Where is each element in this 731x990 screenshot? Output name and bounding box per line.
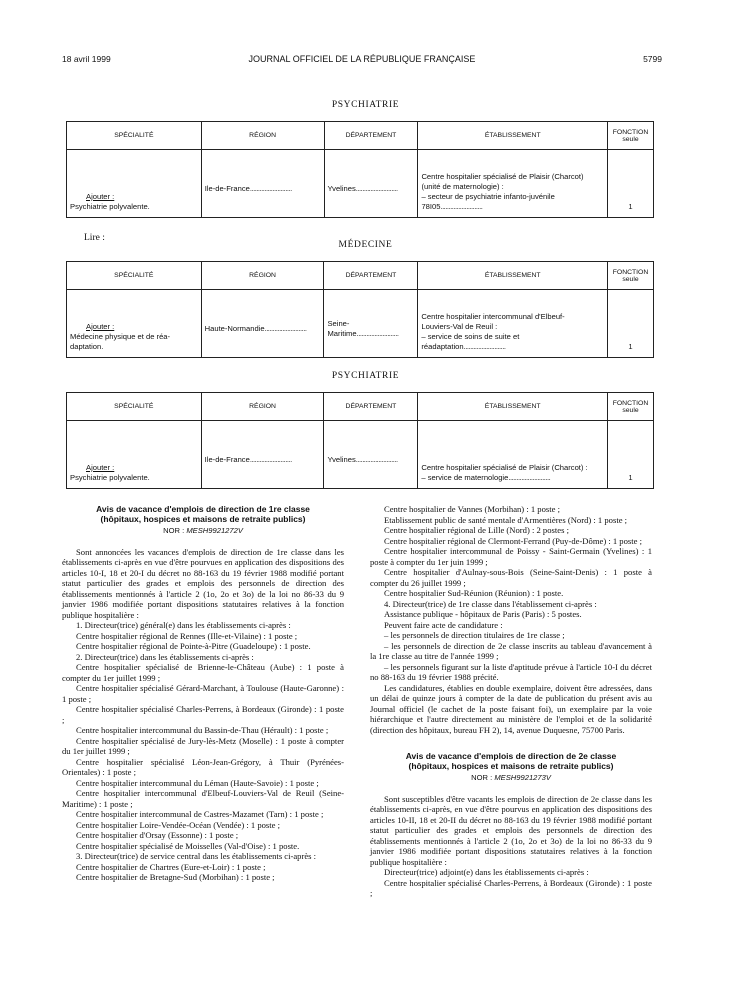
col-etablissement: ÉTABLISSEMENT	[418, 393, 608, 421]
paragraph: Centre hospitalier spécialisé Charles-Perrens, à Bordeaux (Gironde) : 1 poste ;	[62, 704, 344, 725]
cell-departement: Yvelines..........................	[324, 421, 418, 489]
paragraph: Assistance publique - hôpitaux de Paris (Paris) : 5 postes.	[384, 609, 582, 619]
specialty-table	[66, 261, 654, 358]
paragraph: Centre hospitalier de Chartres (Eure-et-Loir) : 1 poste ;	[76, 861, 266, 872]
section-title: PSYCHIATRIE	[331, 100, 400, 110]
paragraph: Centre hospitalier régional de Lille (Nord) : 2 postes ;	[384, 525, 569, 535]
cell-fonction: 1	[608, 290, 654, 358]
table-row	[67, 150, 654, 218]
specialty-table	[66, 121, 654, 218]
lire-label: Lire :	[84, 233, 105, 243]
col-region: RÉGION	[201, 262, 324, 290]
paragraph: Centre hospitalier d'Aulnay-sous-Bois (Seine-Saint-Denis) : 1 poste à compter du 26 juillet 1999 ;	[370, 567, 652, 588]
paragraph: Centre hospitalier Sud-Réunion (Réunion) : 1 poste.	[384, 588, 564, 598]
col-etablissement: ÉTABLISSEMENT	[418, 262, 608, 290]
paragraph: Centre hospitalier intercommunal de Castres-Mazamet (Tarn) : 1 poste ;	[76, 809, 324, 819]
col-specialite: SPÉCIALITÉ	[67, 122, 202, 150]
leader-dots: ..........................	[440, 202, 483, 211]
paragraph: 3. Directeur(trice) de service central dans les établissements ci-après :	[76, 851, 317, 861]
section-title: MÉDECINE	[338, 240, 393, 250]
ajouter-label: Ajouter :	[86, 192, 115, 201]
header-date: 18 avril 1999	[62, 54, 111, 64]
right-column	[370, 504, 652, 899]
avis-heading-2: Avis de vacance d'emplois de direction de 2e classe (hôpitaux, hospices et maisons de retraite publics)	[405, 751, 617, 771]
paragraph: Centre hospitalier intercommunal de Poissy - Saint-Germain (Yvelines) : 1 poste à compter du 1er juin 1999 ;	[370, 546, 652, 567]
paragraph: Sont annoncées les vacances d'emplois de direction de 1re classe dans les établissements ci-après en vue d'être pourvues en application des dispositions des articles 10-I, 18 et 20-I du décret no 88-163 du 19 février 1988 modifié portant statut particulier des grades et emplois des personnels de direction des établissements mentionnés à l'article 2 (1o, 2o et 3o) de la loi no 86-33 du 9 janvier 1986 modifiée portant dispositions statutaires relatives à la fonction publique hospitalière :	[62, 546, 344, 620]
paragraph: Centre hospitalier régional de Clermont-Ferrand (Puy-de-Dôme) : 1 poste ;	[384, 535, 642, 546]
paragraph: Etablissement public de santé mentale d'Armentières (Nord) : 1 poste ;	[384, 514, 628, 525]
cell-specialite: Ajouter : Médecine physique et de réa- daptation.	[67, 290, 202, 358]
paragraph: Centre hospitalier spécialisé Gérard-Marchant, à Toulouse (Haute-Garonne) : 1 poste ;	[62, 683, 344, 704]
nor-reference-2: NOR : MESH9921273V	[471, 773, 551, 782]
cell-specialite: Ajouter : Psychiatrie polyvalente.	[67, 421, 202, 489]
paragraph: 2. Directeur(trice) dans les établissements ci-après :	[76, 651, 254, 662]
paragraph: Centre hospitalier spécialisé de Moisselles (Val-d'Oise) : 1 poste.	[76, 840, 300, 851]
leader-dots: ..........................	[463, 342, 506, 351]
col-fonction: FONCTION seule	[608, 122, 654, 150]
cell-region: Ile-de-France..........................	[201, 421, 324, 489]
cell-specialite: Ajouter : Psychiatrie polyvalente.	[67, 150, 202, 218]
section-title: PSYCHIATRIE	[331, 371, 400, 381]
paragraph: Centre hospitalier de Vannes (Morbihan) : 1 poste ;	[384, 504, 560, 514]
left-column	[62, 504, 344, 883]
nor-reference-1: NOR : MESH9921272V	[163, 526, 243, 535]
col-fonction: FONCTION seule	[607, 393, 653, 421]
cell-departement: Seine-Maritime..........................	[324, 290, 418, 358]
col-fonction: FONCTION seule	[608, 262, 654, 290]
cell-etablissement: Centre hospitalier intercommunal d'Elbeuf- Louviers-Val de Reuil : – service de soins de suite et réadaptation..........................	[418, 290, 608, 358]
paragraph: Centre hospitalier intercommunal du Bassin-de-Thau (Hérault) : 1 poste ;	[76, 725, 329, 735]
paragraph: Peuvent faire acte de candidature :	[384, 619, 503, 630]
table-header-row	[67, 262, 654, 290]
paragraph: Centre hospitalier régional de Pointe-à-Pitre (Guadeloupe) : 1 poste.	[76, 641, 311, 651]
paragraph: Centre hospitalier spécialisé Léon-Jean-Grégory, à Thuir (Pyrénées-Orientales) : 1 poste ;	[62, 756, 344, 777]
paragraph: Centre hospitalier régional de Rennes (Ille-et-Vilaine) : 1 poste ;	[76, 630, 298, 641]
paragraph: 1. Directeur(trice) général(e) dans les établissements ci-après :	[76, 620, 291, 630]
paragraph: Centre hospitalier intercommunal d'Elbeuf-Louviers-Val de Reuil (Seine-Maritime) : 1 poste ;	[62, 788, 344, 809]
paragraph: – les personnels figurant sur la liste d'aptitude prévue à l'article 10-I du décret no 88-163 du 19 février 1988 précité.	[370, 661, 652, 682]
ajouter-label: Ajouter :	[86, 322, 115, 331]
specialty-table	[66, 392, 654, 489]
cell-departement: Yvelines..........................	[324, 150, 418, 218]
leader-dots: ..........................	[508, 473, 551, 482]
paragraph: Centre hospitalier de Bretagne-Sud (Morbihan) : 1 poste ;	[76, 872, 275, 882]
paragraph: Centre hospitalier spécialisé de Brienne-le-Château (Aube) : 1 poste à compter du 1er juillet 1999 ;	[62, 662, 344, 683]
paragraph: Sont susceptibles d'être vacants les emplois de direction de 2e classe dans les établissements ci-après, en vue d'être pourvus en application des dispositions des articles 10-II, 18 et 20-II du décret no 88-163 du 19 février 1988 modifié portant statut particulier des grades et emplois des personnels de direction des établissements mentionnés à l'article 2 (1o, 2o et 3o) de la loi no 86-33 du 9 janvier 1986 modifiée portant dispositions statutaires relatives à la fonction publique hospitalière :	[370, 793, 652, 867]
cell-fonction: 1	[608, 150, 654, 218]
ajouter-label: Ajouter :	[86, 463, 115, 472]
table-header-row	[67, 393, 654, 421]
col-region: RÉGION	[201, 393, 324, 421]
cell-etablissement: Centre hospitalier spécialisé de Plaisir (Charcot) (unité de maternologie) : – secteur de psychiatrie infanto-juvénile 78I05..........................	[418, 150, 608, 218]
cell-region: Ile-de-France..........................	[201, 150, 324, 218]
table-row	[67, 290, 654, 358]
avis-heading-1: Avis de vacance d'emplois de direction de 1re classe (hôpitaux, hospices et maisons de retraite publics)	[96, 504, 310, 524]
cell-etablissement: Centre hospitalier spécialisé de Plaisir (Charcot) : – service de maternologie..........................	[418, 421, 608, 489]
paragraph: Centre hospitalier spécialisé Charles-Perrens, à Bordeaux (Gironde) : 1 poste ;	[370, 877, 652, 898]
table-row	[67, 421, 654, 489]
page-number: 5799	[643, 54, 662, 64]
paragraph: 4. Directeur(trice) de 1re classe dans l'établissement ci-après :	[384, 598, 597, 609]
cell-fonction: 1	[607, 421, 653, 489]
cell-region: Haute-Normandie..........................	[201, 290, 324, 358]
paragraph: – les personnels de direction titulaires de 1re classe ;	[384, 630, 565, 640]
paragraph: Directeur(trice) adjoint(e) dans les établissements ci-après :	[384, 867, 589, 877]
journal-title: JOURNAL OFFICIEL DE LA RÉPUBLIQUE FRANÇAISE	[248, 54, 476, 64]
col-departement: DÉPARTEMENT	[324, 262, 418, 290]
col-departement: DÉPARTEMENT	[324, 122, 418, 150]
paragraph: Centre hospitalier d'Orsay (Essonne) : 1 poste ;	[76, 830, 239, 840]
paragraph: Centre hospitalier spécialisé de Jury-lès-Metz (Moselle) : 1 poste à compter du 1er juillet 1999 ;	[62, 735, 344, 756]
table-header-row	[67, 122, 654, 150]
col-etablissement: ÉTABLISSEMENT	[418, 122, 608, 150]
col-specialite: SPÉCIALITÉ	[67, 262, 202, 290]
col-departement: DÉPARTEMENT	[324, 393, 418, 421]
page-header	[62, 54, 662, 68]
paragraph: Les candidatures, établies en double exemplaire, doivent être adressées, dans un délai de quinze jours à compter de la date de publication du présent avis au Journal officiel (le cachet de la poste faisant foi), un exemplaire par la voie hiérarchique et l'autre directement au ministère de l'emploi et de la solidarité (direction des hôpitaux, bureau FH 2), 14, avenue Duquesne, 75700 Paris.	[370, 682, 652, 735]
col-specialite: SPÉCIALITÉ	[67, 393, 202, 421]
col-region: RÉGION	[201, 122, 324, 150]
paragraph: – les personnels de direction de 2e classe inscrits au tableau d'avancement à la 1re classe au titre de l'année 1999 ;	[370, 640, 652, 661]
paragraph: Centre hospitalier intercommunal du Léman (Haute-Savoie) : 1 poste ;	[76, 777, 319, 788]
paragraph: Centre hospitalier Loire-Vendée-Océan (Vendée) : 1 poste ;	[76, 819, 281, 830]
